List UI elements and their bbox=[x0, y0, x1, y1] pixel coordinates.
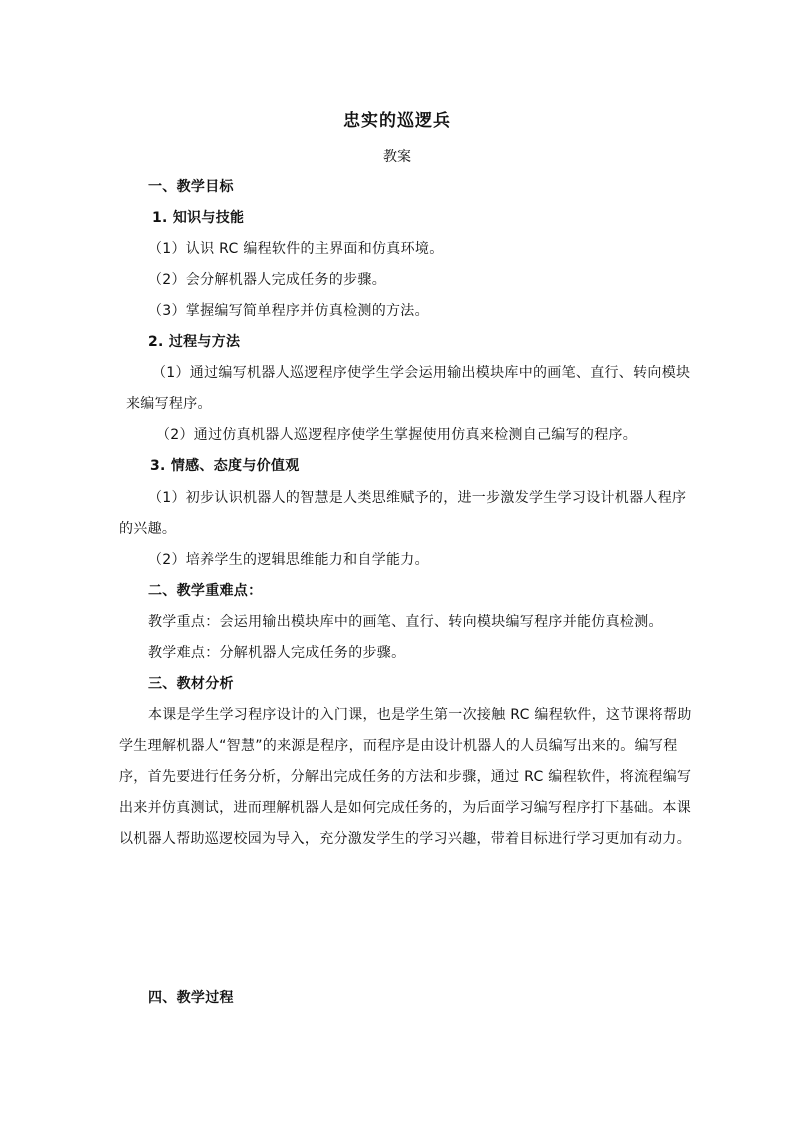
list-item: （1）认识 RC 编程软件的主界面和仿真环境。 bbox=[148, 241, 444, 257]
section-heading-analysis: 三、教材分析 bbox=[148, 676, 234, 692]
section-heading-teaching-process: 四、教学过程 bbox=[148, 990, 234, 1006]
document-subtitle: 教案 bbox=[383, 149, 411, 165]
list-item: （2）培养学生的逻辑思维能力和自学能力。 bbox=[148, 552, 429, 568]
section-heading-objectives: 一、教学目标 bbox=[148, 179, 234, 195]
list-item: （2）通过仿真机器人巡逻程序使学生掌握使用仿真来检测自己编写的程序。 bbox=[156, 427, 638, 443]
analysis-paragraph-line: 序，首先要进行任务分析，分解出完成任务的方法和步骤，通过 RC 编程软件，将流程编写 bbox=[119, 769, 692, 785]
list-item: （1）通过编写机器人巡逻程序使学生学会运用输出模块库中的画笔、直行、转向模块 bbox=[152, 365, 691, 381]
analysis-paragraph-line: 学生理解机器人“智慧”的来源是程序，而程序是由设计机器人的人员编写出来的。编写程 bbox=[119, 738, 678, 754]
subheading-process-methods: 2. 过程与方法 bbox=[148, 334, 241, 350]
subheading-emotion-values: 3. 情感、态度与价值观 bbox=[150, 458, 300, 474]
analysis-paragraph-line: 以机器人帮助巡逻校园为导入，充分激发学生的学习兴趣，带着目标进行学习更加有动力。 bbox=[119, 831, 691, 847]
list-item: （2）会分解机器人完成任务的步骤。 bbox=[148, 272, 387, 288]
list-item: （1）初步认识机器人的智慧是人类思维赋予的，进一步激发学生学习设计机器人程序 bbox=[148, 490, 687, 506]
list-item: （3）掌握编写简单程序并仿真检测的方法。 bbox=[148, 303, 429, 319]
key-point-text: 教学重点：会运用输出模块库中的画笔、直行、转向模块编写程序并能仿真检测。 bbox=[148, 614, 663, 630]
difficult-point-text: 教学难点：分解机器人完成任务的步骤。 bbox=[148, 645, 406, 661]
document-title: 忠实的巡逻兵 bbox=[343, 111, 451, 131]
list-item-continuation: 的兴趣。 bbox=[119, 521, 177, 537]
list-item-continuation: 来编写程序。 bbox=[126, 396, 212, 412]
analysis-paragraph-line: 本课是学生学习程序设计的入门课，也是学生第一次接触 RC 编程软件，这节课将帮助 bbox=[148, 707, 692, 723]
analysis-paragraph-line: 出来并仿真测试，进而理解机器人是如何完成任务的，为后面学习编写程序打下基础。本课 bbox=[119, 800, 691, 816]
subheading-knowledge-skills: 1. 知识与技能 bbox=[152, 210, 245, 226]
section-heading-key-points: 二、教学重难点： bbox=[148, 583, 263, 599]
